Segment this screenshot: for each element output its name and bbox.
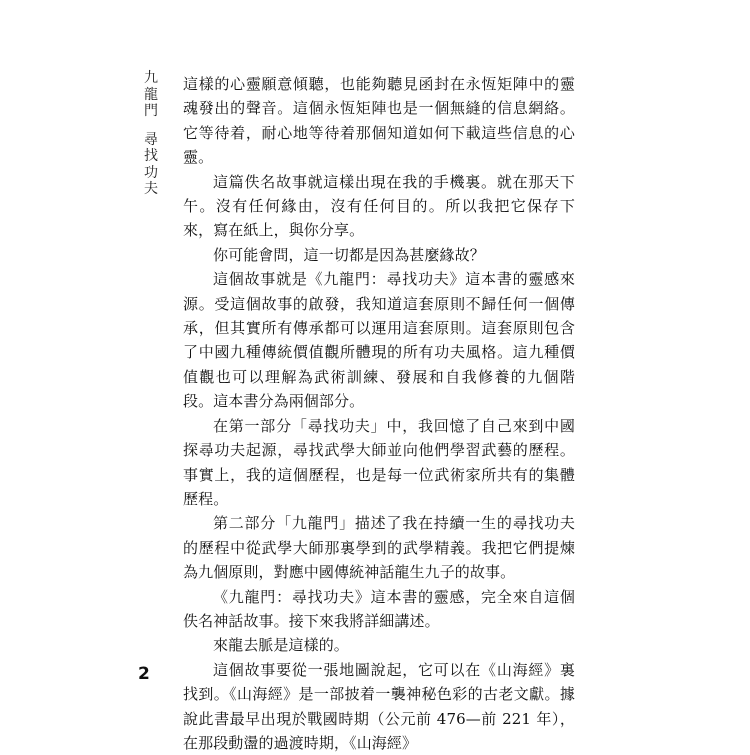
paragraph: 來龍去脈是這樣的。	[213, 636, 349, 655]
paragraph: 在第一部分「尋找功夫」中，我回憶了自己來到中國探尋功夫起源，尋找武學大師並向他們學習武藝的歷程。事實上，我的這個歷程，也是每一位武術家所共有的集體歷程。	[183, 416, 575, 508]
running-header-series: 九龍門	[144, 70, 158, 119]
running-header-title: 尋找功夫	[144, 131, 158, 197]
page-number: 2	[138, 664, 150, 684]
paragraph: 第二部分「九龍門」描述了我在持續一生的尋找功夫的歷程中從武學大師那裏學到的武學精義。我把它們提煉為九個原則，對應中國傳統神話龍生九子的故事。	[183, 514, 575, 582]
running-header	[141, 70, 161, 198]
running-header-gap	[141, 120, 161, 132]
paragraph: 這篇佚名故事就這樣出現在我的手機裏。就在那天下午。沒有任何緣由，沒有任何目的。所以我把它保存下來，寫在紙上，與你分享。	[183, 172, 575, 240]
paragraph: 這個故事就是《九龍門：尋找功夫》這本書的靈感來源。受這個故事的啟發，我知道這套原則不歸任何一個傳承，但其實所有傳承都可以運用這套原則。這套原則包含了中國九種傳統價值觀所體現的所有功夫風格。這九種價值觀也可以理解為武術訓練、發展和自我修養的九個階段。這本書分為兩個部分。	[183, 270, 575, 411]
body-text	[183, 72, 575, 755]
paragraph: 你可能會問，這一切都是因為甚麼緣故？	[213, 245, 485, 264]
paragraph: 《九龍門：尋找功夫》這本書的靈感，完全來自這個佚名神話故事。接下來我將詳細講述。	[183, 587, 575, 630]
paragraph: 這樣的心靈願意傾聽，也能夠聽見函封在永恆矩陣中的靈魂發出的聲音。這個永恆矩陣也是一個無縫的信息網絡。它等待着，耐心地等待着那個知道如何下載這些信息的心靈。	[183, 75, 575, 167]
paragraph: 這個故事要從一張地圖說起，它可以在《山海經》裏找到。《山海經》是一部披着一襲神秘色彩的古老文獻。據說此書最早出現於戰國時期（公元前 476—前 221 年），在那段動盪的過渡時期，《山海經》	[183, 660, 575, 752]
